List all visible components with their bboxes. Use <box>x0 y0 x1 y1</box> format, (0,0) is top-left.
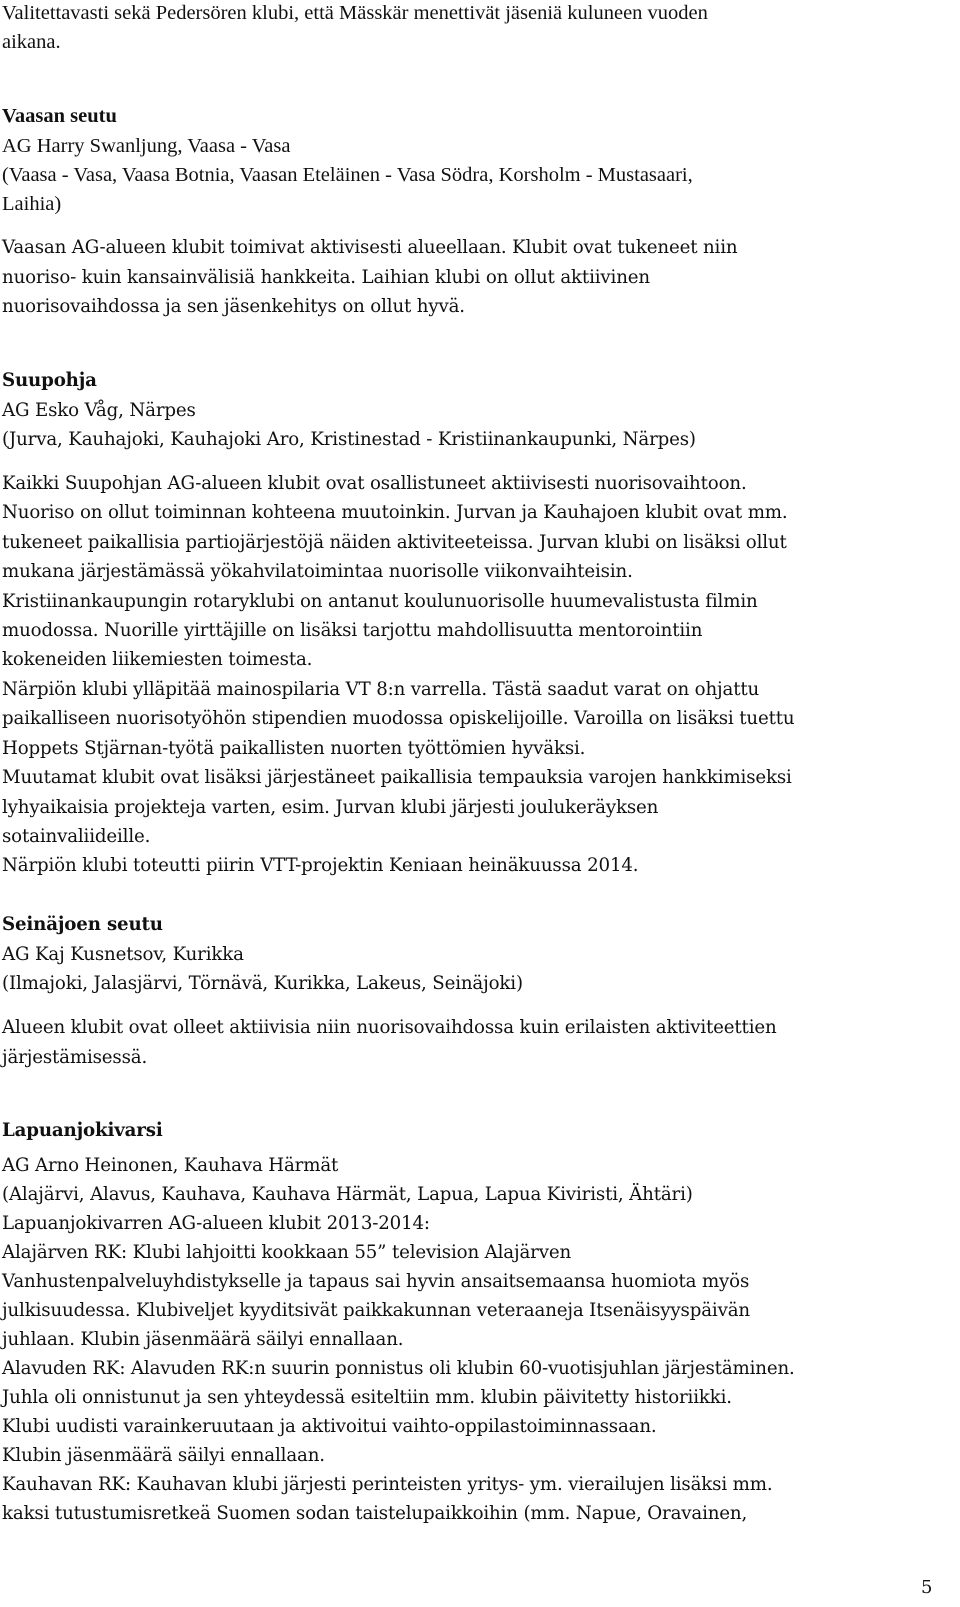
section-heading-seinajoki: Seinäjoen seutu <box>2 914 163 935</box>
body-line: Muutamat klubit ovat lisäksi järjestäneet paikallisia tempauksia varojen hankkimiseksi <box>2 767 792 788</box>
body-line: Alavuden RK: Alavuden RK:n suurin ponnistus oli klubin 60-vuotisjuhlan järjestäminen. <box>2 1358 795 1379</box>
body-line: lyhyaikaisia projekteja varten, esim. Jurvan klubi järjesti joulukeräyksen <box>2 797 659 818</box>
club-list: Laihia) <box>2 193 62 215</box>
club-list: (Alajärvi, Alavus, Kauhava, Kauhava Härmät, Lapua, Lapua Kiviristi, Ähtäri) <box>2 1184 693 1205</box>
body-line: Närpiön klubi ylläpitää mainospilaria VT 8:n varrella. Tästä saadut varat on ohjattu <box>2 679 760 700</box>
area-governor: AG Arno Heinonen, Kauhava Härmät <box>2 1155 339 1176</box>
body-line: nuoriso- kuin kansainvälisiä hankkeita. Laihian klubi on ollut aktiivinen <box>2 267 650 288</box>
body-line: järjestämisessä. <box>2 1047 148 1068</box>
body-line: tukeneet paikallisia partiojärjestöjä näiden aktiviteeteissa. Jurvan klubi on lisäksi ollut <box>2 532 787 553</box>
club-list: (Jurva, Kauhajoki, Kauhajoki Aro, Kristinestad - Kristiinankaupunki, Närpes) <box>2 429 696 450</box>
body-line: Kaikki Suupohjan AG-alueen klubit ovat osallistuneet aktiivisesti nuorisovaihtoon. <box>2 473 747 494</box>
body-line: mukana järjestämässä yökahvilatoimintaa nuorisolle viikonvaihteisin. <box>2 561 633 582</box>
section-heading-vaasa: Vaasan seutu <box>2 105 117 127</box>
body-line: Klubi uudisti varainkeruutaan ja aktivoitui vaihto-oppilastoiminnassaan. <box>2 1416 657 1437</box>
body-line: Nuoriso on ollut toiminnan kohteena muutoinkin. Jurvan ja Kauhajoen klubit ovat mm. <box>2 502 788 523</box>
body-line: Kristiinankaupungin rotaryklubi on antanut koulunuorisolle huumevalistusta filmin <box>2 591 758 612</box>
body-line: Alajärven RK: Klubi lahjoitti kookkaan 55” television Alajärven <box>2 1242 572 1263</box>
body-line: paikalliseen nuorisotyöhön stipendien muodossa opiskelijoille. Varoilla on lisäksi tuettu <box>2 708 795 729</box>
body-line: Klubin jäsenmäärä säilyi ennallaan. <box>2 1445 325 1466</box>
area-governor: AG Esko Våg, Närpes <box>2 400 196 421</box>
page-number: 5 <box>921 1577 933 1598</box>
area-governor: AG Kaj Kusnetsov, Kurikka <box>2 944 244 965</box>
club-list: (Vaasa - Vasa, Vaasa Botnia, Vaasan Eteläinen - Vasa Södra, Korsholm - Mustasaari, <box>2 164 693 186</box>
section-heading-lapuanjokivarsi: Lapuanjokivarsi <box>2 1120 163 1141</box>
club-list: (Ilmajoki, Jalasjärvi, Törnävä, Kurikka, Lakeus, Seinäjoki) <box>2 973 523 994</box>
body-line: Vaasan AG-alueen klubit toimivat aktivisesti alueellaan. Klubit ovat tukeneet niin <box>2 237 738 258</box>
body-line: julkisuudessa. Klubiveljet kyyditsivät paikkakunnan veteraaneja Itsenäisyyspäivän <box>2 1300 750 1321</box>
body-line: kaksi tutustumisretkeä Suomen sodan taistelupaikkoihin (mm. Napue, Oravainen, <box>2 1503 748 1524</box>
body-line: muodossa. Nuorille yirttäjille on lisäksi tarjottu mahdollisuutta mentorointiin <box>2 620 703 641</box>
intro-line: Valitettavasti sekä Pedersören klubi, että Mässkär menettivät jäseniä kuluneen vuoden <box>2 2 708 24</box>
body-line: Vanhustenpalveluyhdistykselle ja tapaus sai hyvin ansaitsemaansa huomiota myös <box>2 1271 750 1292</box>
body-line: Kauhavan RK: Kauhavan klubi järjesti perinteisten yritys- ym. vierailujen lisäksi mm. <box>2 1474 773 1495</box>
area-governor: AG Harry Swanljung, Vaasa - Vasa <box>2 135 291 157</box>
body-line: Alueen klubit ovat olleet aktiivisia niin nuorisovaihdossa kuin erilaisten aktiviteettien <box>2 1017 777 1038</box>
body-line: Lapuanjokivarren AG-alueen klubit 2013-2014: <box>2 1213 430 1234</box>
body-line: juhlaan. Klubin jäsenmäärä säilyi ennallaan. <box>2 1329 404 1350</box>
body-line: Hoppets Stjärnan-työtä paikallisten nuorten työttömien hyväksi. <box>2 738 586 759</box>
section-heading-suupohja: Suupohja <box>2 370 97 391</box>
body-line: sotainvaliideille. <box>2 826 151 847</box>
body-line: kokeneiden liikemiesten toimesta. <box>2 649 313 670</box>
body-line: Närpiön klubi toteutti piirin VTT-projektin Keniaan heinäkuussa 2014. <box>2 855 639 876</box>
intro-line: aikana. <box>2 31 61 53</box>
body-line: nuorisovaihdossa ja sen jäsenkehitys on ollut hyvä. <box>2 296 465 317</box>
body-line: Juhla oli onnistunut ja sen yhteydessä esiteltiin mm. klubin päivitetty historiikki. <box>2 1387 732 1408</box>
